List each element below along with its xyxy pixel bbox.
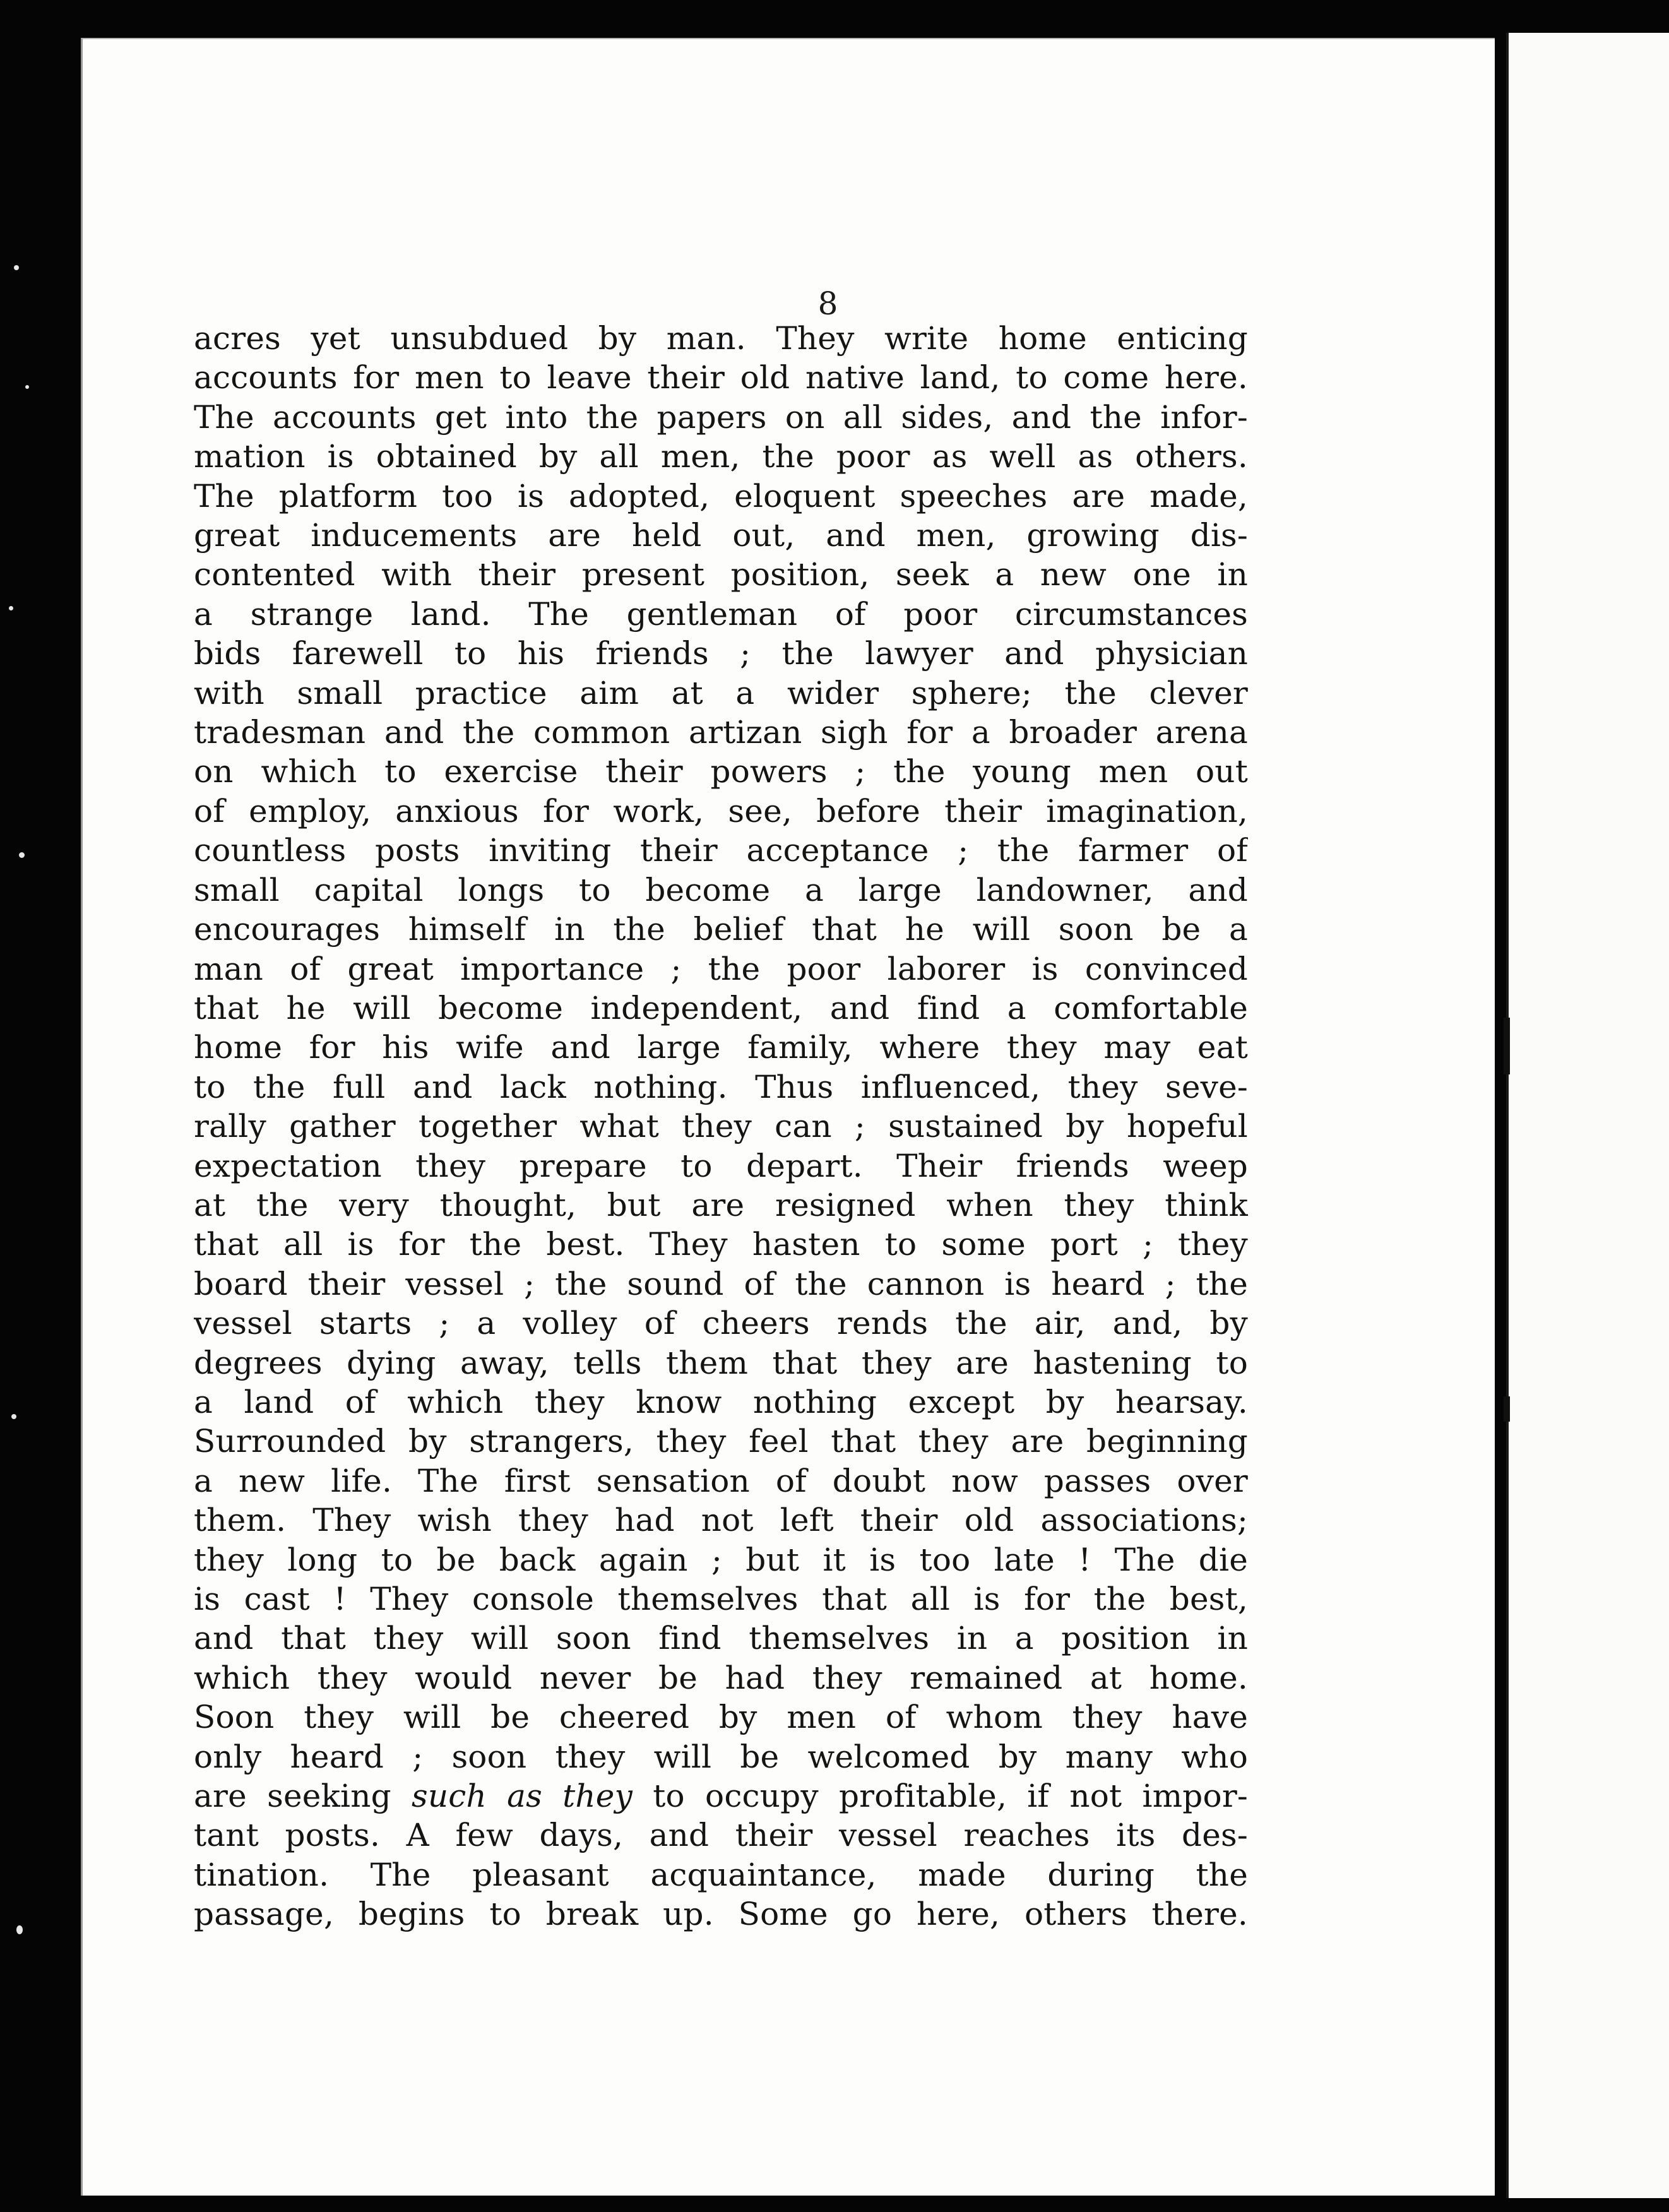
page-body-text: [194, 319, 1248, 1934]
text-line: The accounts get into the papers on all sides, and the infor-: [194, 398, 1248, 436]
text-line: tant posts. A few days, and their vessel reaches its des-: [194, 1817, 1248, 1854]
text-line: man of great importance ; the poor laborer is convinced: [194, 950, 1248, 987]
text-fragment: to occupy profitable, if not impor-: [633, 1778, 1248, 1815]
text-line: and that they will soon find themselves in a position in: [194, 1620, 1248, 1657]
text-line: only heard ; soon they will be welcomed by many who: [194, 1738, 1248, 1775]
text-line: contented with their present position, seek a new one in: [194, 556, 1248, 593]
text-line: with small practice aim at a wider sphere; the clever: [194, 674, 1248, 711]
scan-speck: [16, 1925, 23, 1934]
page-edge-mark: [1504, 1396, 1510, 1422]
text-line: tradesman and the common artizan sigh for a broader arena: [194, 714, 1248, 751]
text-line: degrees dying away, tells them that they are hastening to: [194, 1344, 1248, 1381]
page-number: 8: [817, 285, 838, 322]
scan-speck: [25, 385, 29, 389]
text-line: bids farewell to his friends ; the lawyer and physician: [194, 635, 1248, 672]
adjacent-page-edge: [1506, 33, 1669, 2198]
scan-speck: [14, 265, 19, 270]
text-line: a strange land. The gentleman of poor circumstances: [194, 595, 1248, 633]
text-line: a new life. The first sensation of doubt now passes over: [194, 1462, 1248, 1499]
scan-speck: [19, 852, 25, 858]
text-line: small capital longs to become a large landowner, and: [194, 871, 1248, 908]
text-line: that all is for the best. They hasten to some port ; they: [194, 1226, 1248, 1263]
text-fragment: are seeking: [194, 1778, 412, 1815]
text-line: passage, begins to break up. Some go here, others there.: [194, 1896, 1248, 1933]
text-line: them. They wish they had not left their old associations;: [194, 1502, 1248, 1539]
text-line: mation is obtained by all men, the poor as well as others.: [194, 438, 1248, 475]
text-line: home for his wife and large family, where they may eat: [194, 1029, 1248, 1066]
text-line: at the very thought, but are resigned when they think: [194, 1186, 1248, 1223]
text-line: encourages himself in the belief that he will soon be a: [194, 911, 1248, 948]
text-line: that he will become independent, and find a comfortable: [194, 989, 1248, 1026]
text-line: they long to be back again ; but it is too late ! The die: [194, 1541, 1248, 1578]
scan-speck: [11, 1414, 16, 1419]
text-line: on which to exercise their powers ; the young men out: [194, 753, 1248, 790]
scan-speck: [9, 606, 13, 610]
text-line: expectation they prepare to depart. Their friends weep: [194, 1147, 1248, 1184]
text-line: The platform too is adopted, eloquent speeches are made,: [194, 477, 1248, 514]
text-line: great inducements are held out, and men, growing dis-: [194, 517, 1248, 554]
text-line: vessel starts ; a volley of cheers rends the air, and, by: [194, 1305, 1248, 1342]
page-edge-mark: [1504, 1018, 1510, 1074]
text-line: accounts for men to leave their old native land, to come here.: [194, 359, 1248, 396]
text-line: which they would never be had they remained at home.: [194, 1659, 1248, 1696]
text-line: rally gather together what they can ; sustained by hopeful: [194, 1108, 1248, 1145]
text-line: to the full and lack nothing. Thus influenced, they seve-: [194, 1068, 1248, 1105]
text-line: Surrounded by strangers, they feel that they are beginning: [194, 1423, 1248, 1460]
text-line: acres yet unsubdued by man. They write home enticing: [194, 320, 1248, 357]
text-line: board their vessel ; the sound of the cannon is heard ; the: [194, 1265, 1248, 1302]
text-line: Soon they will be cheered by men of whom they have: [194, 1699, 1248, 1736]
text-line: of employ, anxious for work, see, before their imagination,: [194, 792, 1248, 830]
text-line: countless posts inviting their acceptance ; the farmer of: [194, 832, 1248, 869]
italic-phrase: such as they: [412, 1778, 633, 1815]
text-line: is cast ! They console themselves that all is for the best,: [194, 1581, 1248, 1617]
text-line: a land of which they know nothing except by hearsay.: [194, 1383, 1248, 1420]
text-line: tination. The pleasant acquaintance, made during the: [194, 1856, 1248, 1893]
text-line-italic-phrase: [194, 1776, 1248, 1816]
